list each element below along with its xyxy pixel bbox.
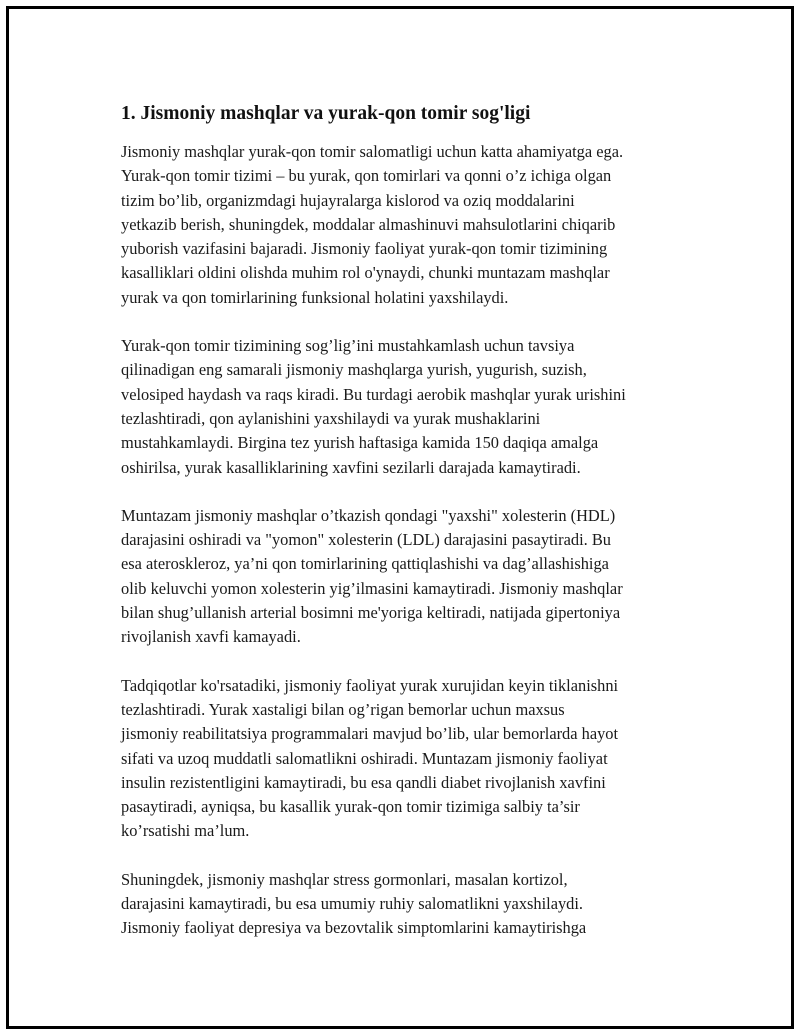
paragraph-container	[121, 140, 701, 941]
text-line: Yurak-qon tomir tizimi – bu yurak, qon tomirlari va qonni o’z ichiga olgan	[121, 166, 612, 186]
text-line: velosiped haydash va raqs kiradi. Bu turdagi aerobik mashqlar yurak urishini	[121, 384, 626, 404]
paragraph	[121, 334, 701, 480]
text-line: Shuningdek, jismoniy mashqlar stress gormonlari, masalan kortizol,	[121, 869, 568, 889]
text-line: ko’rsatishi ma’lum.	[121, 821, 250, 841]
text-line: jismoniy reabilitatsiya programmalari mavjud bo’lib, ular bemorlarda hayot	[121, 724, 619, 744]
document-body	[121, 101, 701, 965]
text-line: esa ateroskleroz, ya’ni qon tomirlarining qattiqlashishi va dag’allashishiga	[121, 554, 609, 574]
text-line: tezlashtiradi, qon aylanishini yaxshilaydi va yurak mushaklarini	[121, 408, 541, 428]
text-line: insulin rezistentligini kamaytiradi, bu esa qandli diabet rivojlanish xavfini	[121, 772, 606, 792]
text-line: darajasini kamaytiradi, bu esa umumiy ruhiy salomatlikni yaxshilaydi.	[121, 894, 584, 914]
text-line: mustahkamlaydi. Birgina tez yurish haftasiga kamida 150 daqiqa amalga	[121, 433, 599, 453]
text-line: Jismoniy faoliyat depresiya va bezovtalik simptomlarini kamaytirishga	[121, 918, 587, 938]
text-line: qilinadigan eng samarali jismoniy mashqlarga yurish, yugurish, suzish,	[121, 360, 587, 380]
text-line: olib keluvchi yomon xolesterin yig’ilmasini kamaytiradi. Jismoniy mashqlar	[121, 578, 623, 598]
text-line: Jismoniy mashqlar yurak-qon tomir salomatligi uchun katta ahamiyatga ega.	[121, 142, 624, 161]
paragraph	[121, 504, 701, 650]
paragraph	[121, 674, 701, 844]
paragraph	[121, 868, 701, 941]
text-line: oshirilsa, yurak kasalliklarining xavfini sezilarli darajada kamaytiradi.	[121, 457, 581, 477]
text-line: pasaytiradi, ayniqsa, bu kasallik yurak-qon tomir tizimiga salbiy ta’sir	[121, 797, 580, 817]
text-line: yurak va qon tomirlarining funksional holatini yaxshilaydi.	[121, 287, 509, 307]
text-line: Tadqiqotlar ko'rsatadiki, jismoniy faoliyat yurak xurujidan keyin tiklanishni	[121, 675, 619, 695]
text-line: darajasini oshiradi va "yomon" xolesterin (LDL) darajasini pasaytiradi. Bu	[121, 530, 611, 550]
text-line: tezlashtiradi. Yurak xastaligi bilan og’rigan bemorlar uchun maxsus	[121, 699, 565, 719]
paragraph	[121, 140, 701, 310]
text-line: yuborish vazifasini bajaradi. Jismoniy faoliyat yurak-qon tomir tizimining	[121, 239, 608, 259]
text-line: tizim bo’lib, organizmdagi hujayralarga kislorod va oziq moddalarini	[121, 190, 575, 210]
text-line: yetkazib berish, shuningdek, moddalar almashinuvi mahsulotlarini chiqarib	[121, 214, 616, 234]
section-heading: 1. Jismoniy mashqlar va yurak-qon tomir sog'ligi	[121, 103, 531, 124]
text-line: kasalliklari oldini olishda muhim rol o'ynaydi, chunki muntazam mashqlar	[121, 263, 610, 283]
text-line: bilan shug’ullanish arterial bosimni me'yoriga keltiradi, natijada gipertoniya	[121, 603, 621, 623]
text-line: rivojlanish xavfi kamayadi.	[121, 627, 301, 647]
page-frame	[6, 6, 794, 1029]
text-line: Muntazam jismoniy mashqlar o’tkazish qondagi "yaxshi" xolesterin (HDL)	[121, 505, 616, 525]
text-line: Yurak-qon tomir tizimining sog’lig’ini mustahkamlash uchun tavsiya	[121, 336, 575, 356]
text-line: sifati va uzoq muddatli salomatlikni oshiradi. Muntazam jismoniy faoliyat	[121, 748, 608, 768]
